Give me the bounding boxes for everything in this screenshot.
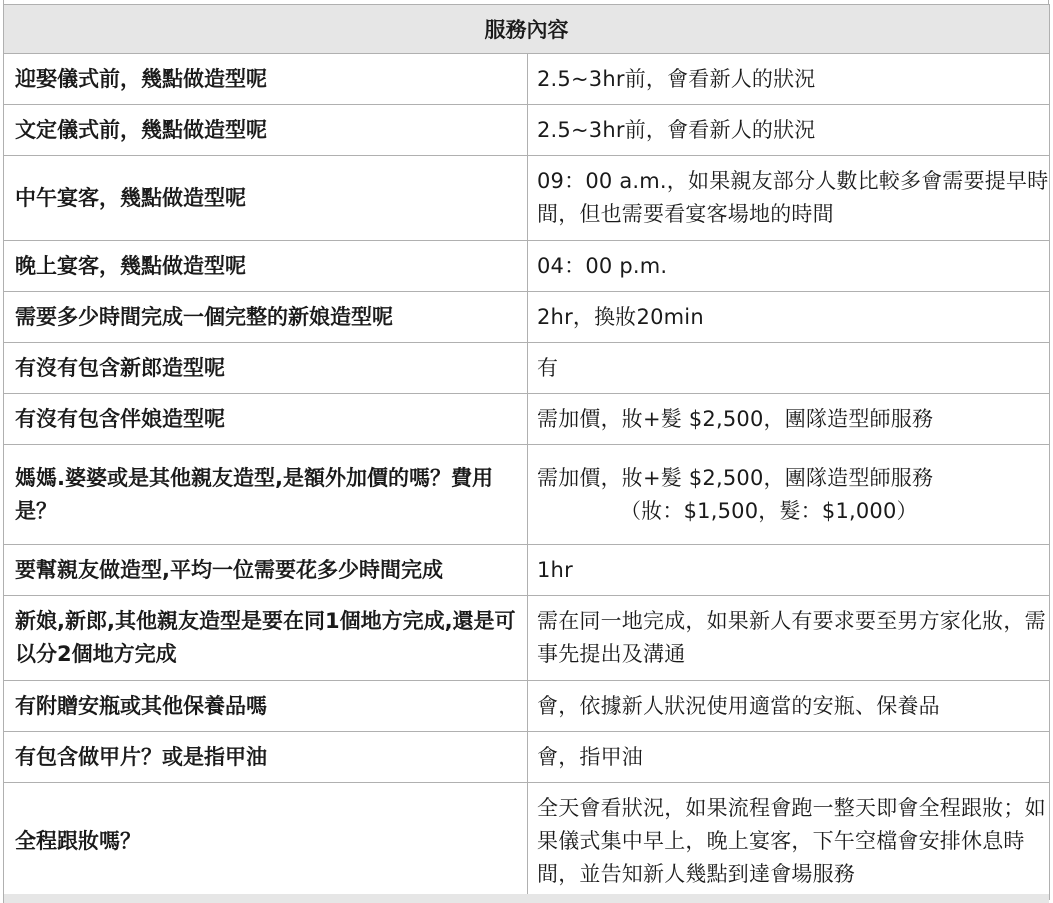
table-row bbox=[4, 54, 1050, 105]
question-cell: 中午宴客，幾點做造型呢 bbox=[4, 156, 528, 241]
question-cell: 新娘,新郎,其他親友造型是要在同1個地方完成,還是可以分2個地方完成 bbox=[4, 596, 528, 681]
answer-price-breakdown: （妝：$1,500，髮：$1,000） bbox=[620, 498, 918, 523]
table-row bbox=[4, 732, 1050, 783]
question-cell: 文定儀式前，幾點做造型呢 bbox=[4, 105, 528, 156]
table-header: 服務內容 bbox=[4, 5, 1050, 54]
answer-cell: 2.5~3hr前，會看新人的狀況 bbox=[528, 54, 1050, 105]
table-row bbox=[4, 343, 1050, 394]
question-cell: 全程跟妝嗎？ bbox=[4, 783, 528, 900]
question-cell: 有沒有包含伴娘造型呢 bbox=[4, 394, 528, 445]
answer-cell: 04：00 p.m. bbox=[528, 241, 1050, 292]
question-cell: 媽媽.婆婆或是其他親友造型,是額外加價的嗎？費用是？ bbox=[4, 445, 528, 545]
table-row bbox=[4, 241, 1050, 292]
answer-cell: 會，依據新人狀況使用適當的安瓶、保養品 bbox=[528, 681, 1050, 732]
table-row bbox=[4, 681, 1050, 732]
table-row bbox=[4, 545, 1050, 596]
answer-cell: 有 bbox=[528, 343, 1050, 394]
question-cell: 有附贈安瓶或其他保養品嗎 bbox=[4, 681, 528, 732]
answer-cell: 1hr bbox=[528, 545, 1050, 596]
question-cell: 迎娶儀式前，幾點做造型呢 bbox=[4, 54, 528, 105]
table-row bbox=[4, 105, 1050, 156]
table-row bbox=[4, 394, 1050, 445]
answer-cell: 會，指甲油 bbox=[528, 732, 1050, 783]
table-row bbox=[4, 783, 1050, 900]
table-row bbox=[4, 156, 1050, 241]
question-cell: 有包含做甲片？或是指甲油 bbox=[4, 732, 528, 783]
question-cell: 晚上宴客，幾點做造型呢 bbox=[4, 241, 528, 292]
table-row bbox=[4, 292, 1050, 343]
question-cell: 需要多少時間完成一個完整的新娘造型呢 bbox=[4, 292, 528, 343]
answer-cell bbox=[528, 445, 1050, 545]
answer-cell: 2.5~3hr前，會看新人的狀況 bbox=[528, 105, 1050, 156]
answer-cell: 需在同一地完成，如果新人有要求要至男方家化妝，需事先提出及溝通 bbox=[528, 596, 1050, 681]
question-cell: 有沒有包含新郎造型呢 bbox=[4, 343, 528, 394]
answer-line: 需加價，妝+髮 $2,500，團隊造型師服務 bbox=[537, 465, 934, 490]
question-cell: 要幫親友做造型,平均一位需要花多少時間完成 bbox=[4, 545, 528, 596]
table-row bbox=[4, 596, 1050, 681]
answer-cell: 需加價，妝+髮 $2,500，團隊造型師服務 bbox=[528, 394, 1050, 445]
service-faq-table bbox=[3, 4, 1050, 900]
bottom-strip bbox=[3, 894, 1049, 903]
answer-cell: 全天會看狀況，如果流程會跑一整天即會全程跟妝；如果儀式集中早上，晚上宴客，下午空檔會安排休息時間，並告知新人幾點到達會場服務 bbox=[528, 783, 1050, 900]
header-row bbox=[4, 5, 1050, 54]
answer-cell: 2hr，換妝20min bbox=[528, 292, 1050, 343]
service-table-container bbox=[3, 4, 1049, 900]
table-row bbox=[4, 445, 1050, 545]
answer-cell: 09：00 a.m.，如果親友部分人數比較多會需要提早時間，但也需要看宴客場地的時間 bbox=[528, 156, 1050, 241]
